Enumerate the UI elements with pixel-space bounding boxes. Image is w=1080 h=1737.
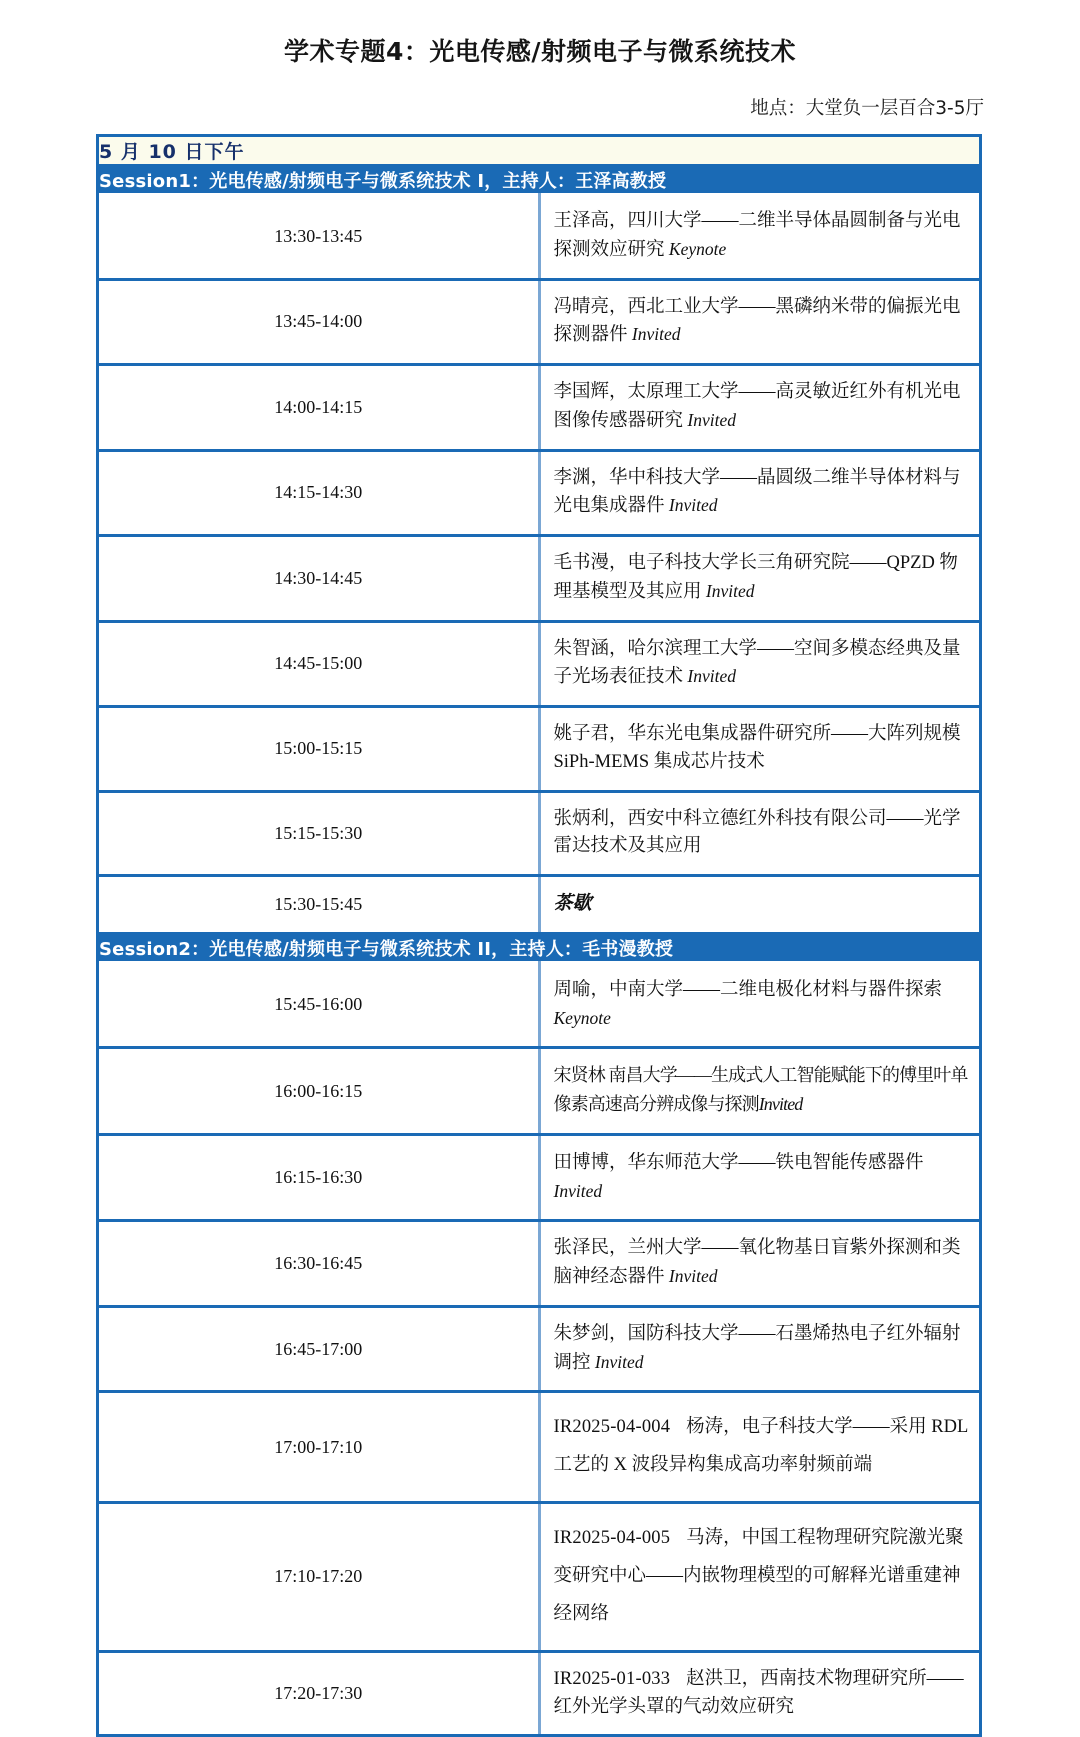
schedule-row — [99, 876, 979, 934]
session-header-row-1 — [99, 166, 979, 195]
schedule-row — [99, 1134, 979, 1221]
talk-title: 朱梦剑，国防科技大学——石墨烯热电子红外辐射调控 — [553, 1323, 961, 1373]
session-time: 16:15-16:30 — [99, 1134, 539, 1221]
talk-title: 张炳利，西安中科立德红外科技有限公司——光学雷达技术及其应用 — [553, 808, 961, 857]
schedule-row — [99, 1392, 979, 1503]
session-header-label: Session2：光电传感/射频电子与微系统技术 II，主持人：毛书漫教授 — [99, 933, 979, 962]
talk-title: 毛书漫，电子科技大学长三角研究院——QPZD 物理基模型及其应用 — [553, 553, 958, 602]
talk-title: 马涛，中国工程物理研究院激光聚变研究中心——内嵌物理模型的可解释光谱重建神经网络 — [553, 1528, 964, 1624]
schedule-row — [99, 1221, 979, 1307]
talk-kind-badge: Invited — [683, 409, 736, 430]
session-time: 16:45-17:00 — [99, 1306, 539, 1392]
date-label: 5 月 10 日下午 — [99, 137, 979, 166]
paper-id: IR2025-04-004 — [553, 1417, 671, 1438]
talk-entry — [539, 621, 979, 707]
talk-entry — [539, 1503, 979, 1652]
talk-entry — [539, 279, 979, 365]
talk-entry — [539, 962, 979, 1048]
talk-entry — [539, 1306, 979, 1392]
talk-kind-badge: Invited — [683, 666, 736, 687]
talk-entry — [539, 194, 979, 279]
schedule-table-container — [96, 134, 982, 1737]
schedule-row — [99, 621, 979, 707]
talk-title: 田博博，华东师范大学——铁电智能传感器件 — [553, 1152, 924, 1173]
talk-kind-badge: Invited — [664, 1266, 718, 1286]
session-time: 15:00-15:15 — [99, 707, 539, 792]
talk-entry — [539, 876, 979, 934]
talk-title: 周喻，中南大学——二维电极化材料与器件探索 — [553, 979, 943, 1000]
talk-title: 张泽民，兰州大学——氧化物基日盲紫外探测和类脑神经态器件 — [553, 1238, 961, 1287]
talk-title: 王泽高，四川大学——二维半导体晶圆制备与光电探测效应研究 — [553, 211, 961, 260]
talk-entry — [539, 1048, 979, 1135]
talk-entry — [539, 1221, 979, 1307]
schedule-row — [99, 279, 979, 365]
session-time: 14:30-14:45 — [99, 536, 539, 622]
talk-title: 朱智涵，哈尔滨理工大学——空间多模态经典及量子光场表征技术 — [553, 638, 961, 688]
session-time: 16:00-16:15 — [99, 1048, 539, 1135]
paper-id: IR2025-04-005 — [553, 1528, 671, 1549]
talk-title: 冯晴亮，西北工业大学——黑磷纳米带的偏振光电探测器件 — [553, 296, 961, 346]
talk-entry — [539, 450, 979, 536]
paper-id: IR2025-01-033 — [553, 1668, 671, 1689]
session-time: 17:10-17:20 — [99, 1503, 539, 1652]
date-band-row — [99, 137, 979, 166]
talk-kind-badge: Invited — [553, 1180, 603, 1201]
session-time: 13:45-14:00 — [99, 279, 539, 365]
talk-entry — [539, 365, 979, 451]
session-time: 14:45-15:00 — [99, 621, 539, 707]
talk-entry — [539, 791, 979, 876]
schedule-row — [99, 536, 979, 622]
schedule-row — [99, 707, 979, 792]
talk-kind-badge: Keynote — [664, 238, 727, 259]
session-time: 16:30-16:45 — [99, 1221, 539, 1307]
talk-entry — [539, 1651, 979, 1736]
talk-kind-badge: Invited — [758, 1094, 803, 1114]
session-time: 13:30-13:45 — [99, 194, 539, 279]
talk-title: 李国辉，太原理工大学——高灵敏近红外有机光电图像传感器研究 — [553, 382, 961, 431]
talk-entry — [539, 1134, 979, 1221]
talk-kind-badge: Invited — [590, 1351, 644, 1372]
schedule-row — [99, 1048, 979, 1135]
session-time: 17:00-17:10 — [99, 1392, 539, 1503]
schedule-row — [99, 1651, 979, 1736]
session-time: 17:20-17:30 — [99, 1651, 539, 1736]
session-time: 15:45-16:00 — [99, 962, 539, 1048]
schedule-row — [99, 365, 979, 451]
page-title: 学术专题4：光电传感/射频电子与微系统技术 — [283, 37, 797, 66]
talk-kind-badge: Invited — [627, 324, 681, 345]
schedule-row — [99, 962, 979, 1048]
talk-title: 姚子君，华东光电集成器件研究所——大阵列规模 SiPh-MEMS 集成芯片技术 — [553, 724, 961, 772]
session-time: 14:00-14:15 — [99, 365, 539, 451]
schedule-row — [99, 450, 979, 536]
session-header-label: Session1：光电传感/射频电子与微系统技术 I，主持人：王泽高教授 — [99, 166, 979, 195]
schedule-table — [99, 137, 979, 1737]
session-time: 14:15-14:30 — [99, 450, 539, 536]
talk-kind-badge: Invited — [701, 580, 755, 601]
talk-entry — [539, 1392, 979, 1503]
talk-kind-badge: Keynote — [553, 1007, 611, 1028]
talk-title: 宋贤林 南昌大学——生成式人工智能赋能下的傅里叶单像素高速高分辨成像与探测 — [553, 1065, 968, 1114]
session-time: 15:15-15:30 — [99, 791, 539, 876]
session-time: 15:30-15:45 — [99, 876, 539, 934]
schedule-row — [99, 1306, 979, 1392]
schedule-row — [99, 791, 979, 876]
schedule-row — [99, 1503, 979, 1652]
talk-entry — [539, 707, 979, 792]
break-label: 茶歇 — [553, 893, 592, 914]
talk-title: 赵洪卫，西南技术物理研究所——红外光学头罩的气动效应研究 — [553, 1668, 964, 1717]
talk-title: 李渊，华中科技大学——晶圆级二维半导体材料与光电集成器件 — [553, 467, 961, 517]
talk-kind-badge: Invited — [664, 495, 718, 516]
talk-title: 杨涛，电子科技大学——采用 RDL 工艺的 X 波段异构集成高功率射频前端 — [553, 1417, 968, 1476]
venue-label: 地点：大堂负一层百合3-5厅 — [750, 98, 984, 119]
session-header-row-2 — [99, 933, 979, 962]
talk-entry — [539, 536, 979, 622]
schedule-row — [99, 194, 979, 279]
